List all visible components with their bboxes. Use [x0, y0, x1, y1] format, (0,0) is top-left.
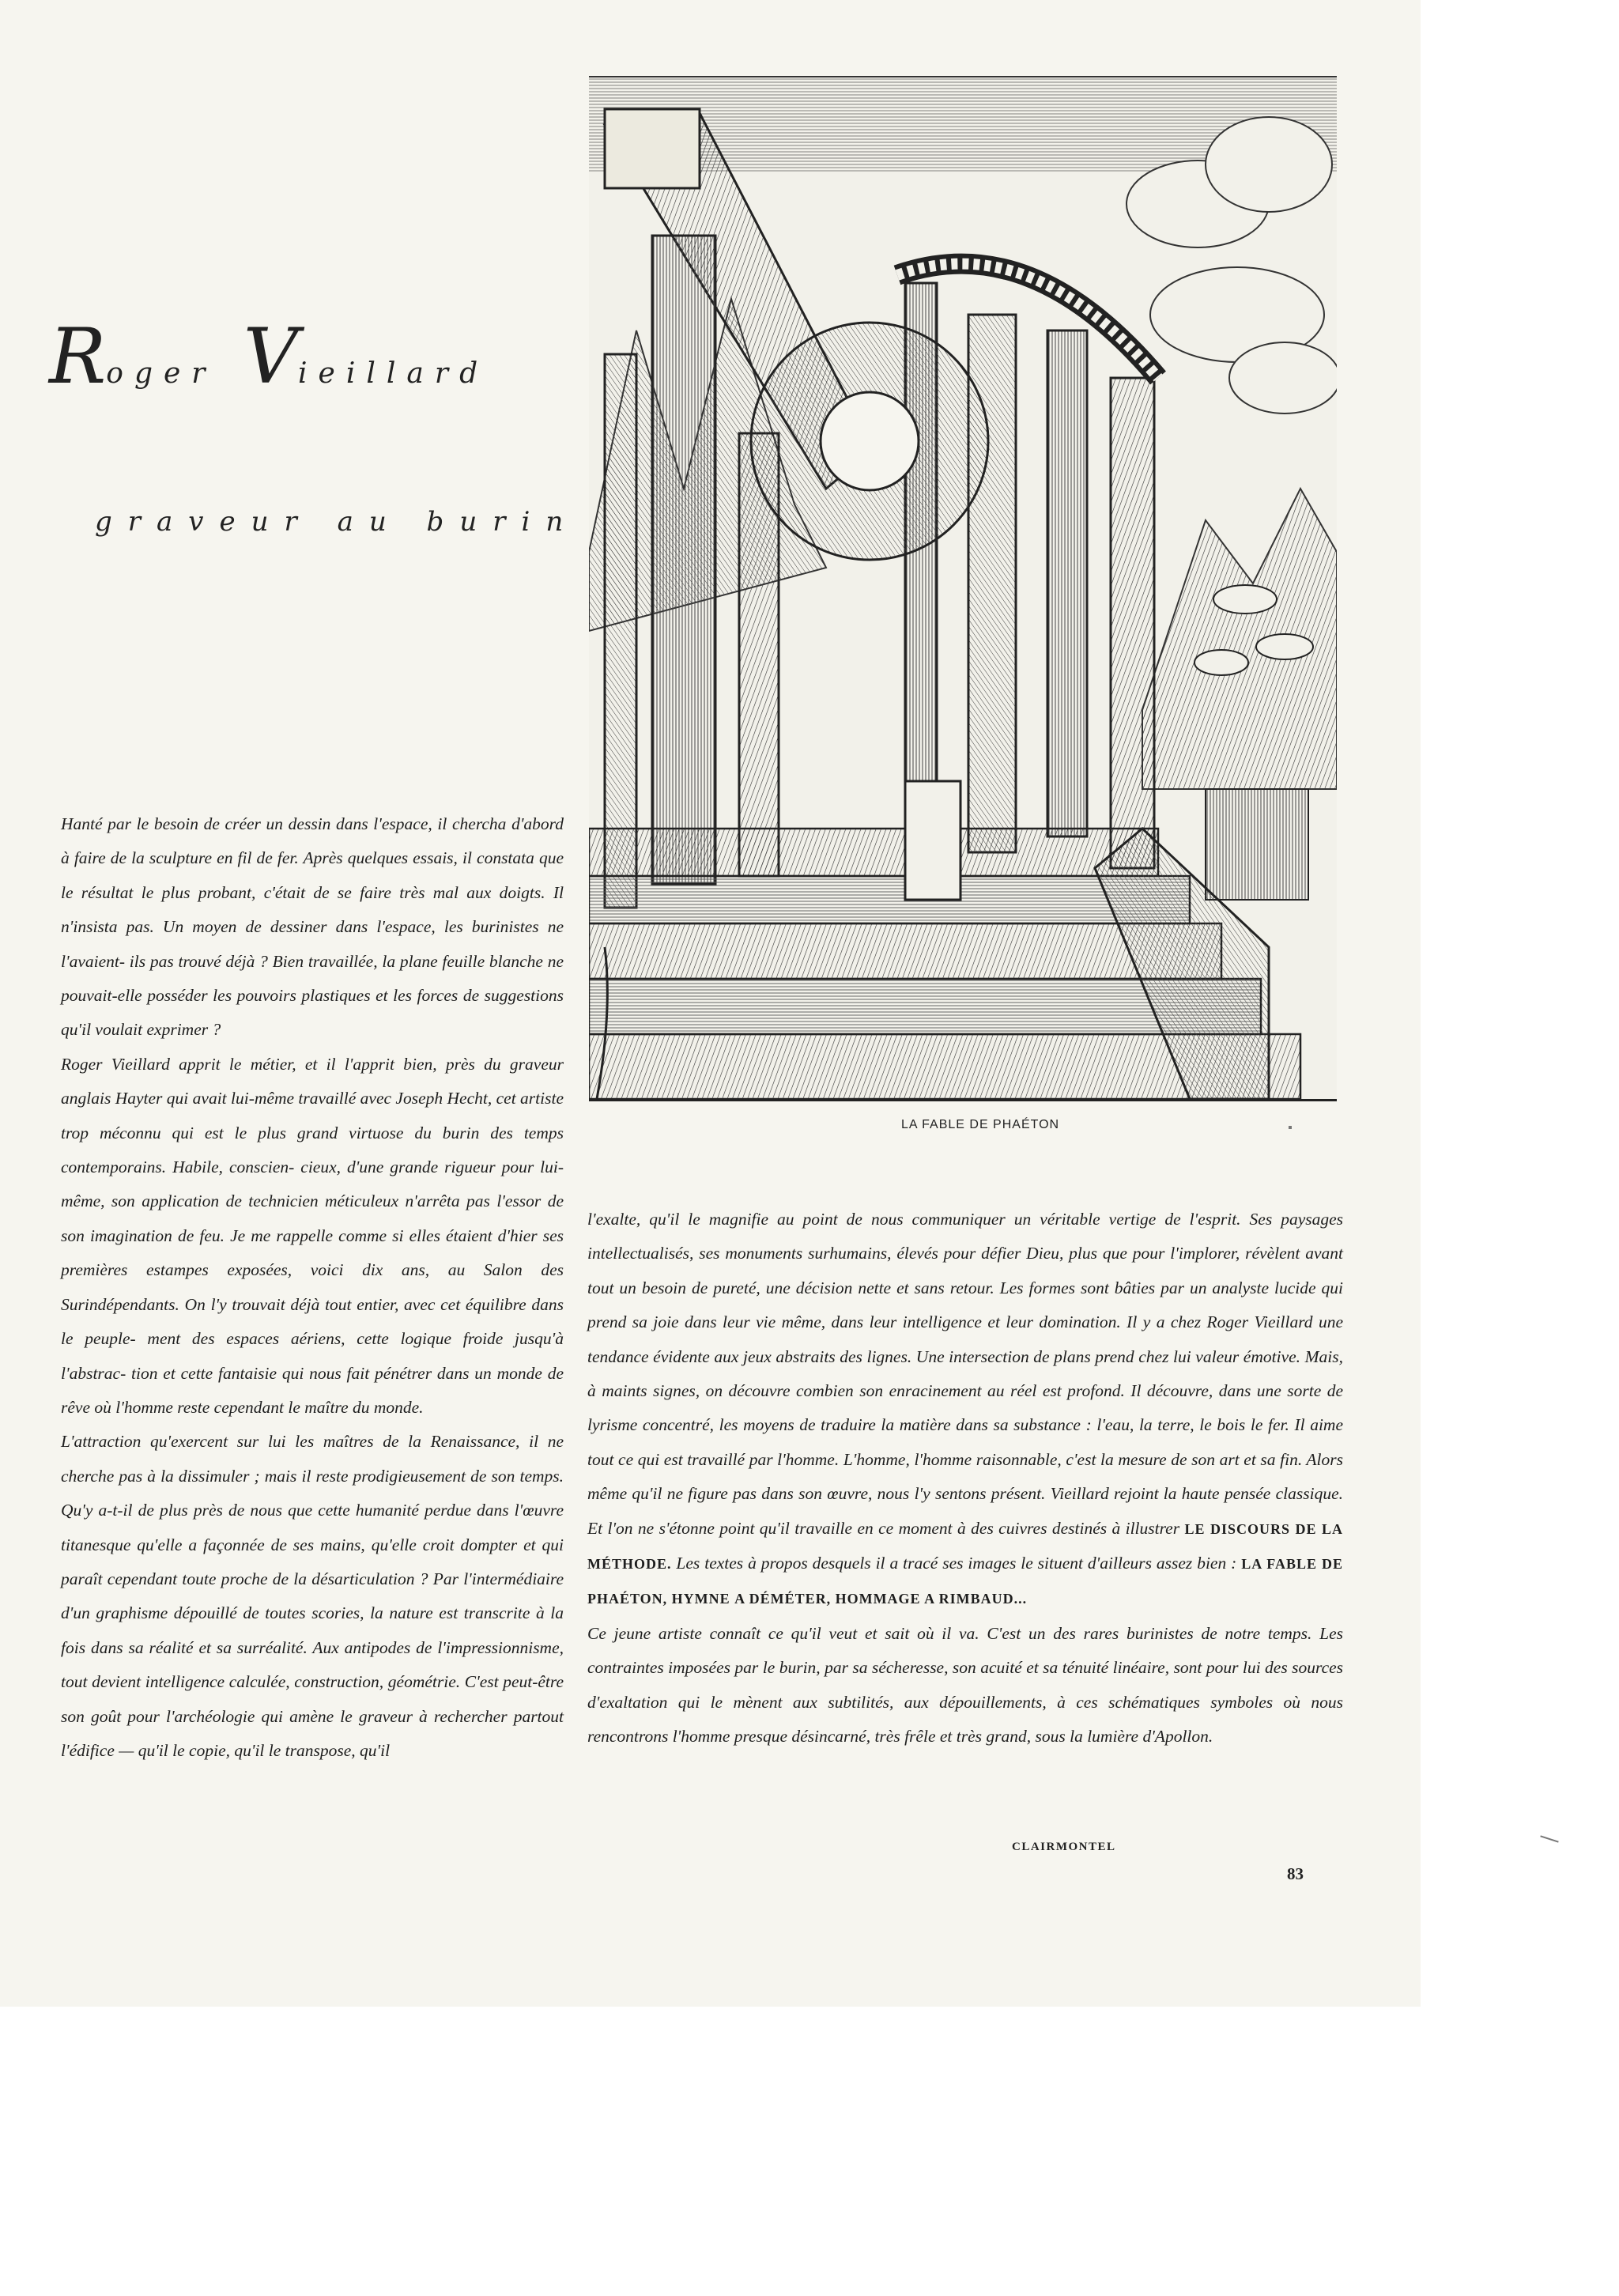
text-line: présent. Vieillard rejoint la haute pensée classique. Et l'on ne s'étonne point qu'il travaille en — [587, 1484, 1344, 1538]
text-line: ment des espaces aériens, cette logique froide jusqu'à l'abstrac- — [61, 1329, 564, 1383]
title-initial-v: V — [243, 312, 299, 401]
text-line: de son temps. Qu'y a-t-il de plus près de nous que cette humanité — [61, 1466, 564, 1520]
column-1 — [61, 807, 564, 1768]
book-title-demeter: A DÉMÉTER, HOMMAGE A RIMBAUD... — [734, 1591, 1028, 1607]
text-line: Les formes sont bâties par un analyste lucide qui prend sa joie dans leur vie même, dans leur — [587, 1278, 1344, 1332]
title-first-name-rest: oger — [106, 357, 217, 390]
article-subtitle: graveur au burin — [95, 506, 579, 538]
text-line: rêve où l'homme reste cependant le maître du monde. — [61, 1397, 424, 1417]
engraving-illustration — [589, 76, 1337, 1101]
text-line: sous la lumière d'Apollon. — [1035, 1727, 1213, 1747]
book-title-phaeton: LA FABLE DE PHAÉTON, HYMNE — [587, 1556, 1344, 1607]
text-line: tion et cette fantaisie qui nous fait pénétrer dans un monde de — [131, 1363, 564, 1383]
text-line: désarticulation ? Par l'intermédiaire d'un graphisme dépouillé — [61, 1569, 564, 1623]
author-signature: CLAIRMONTEL — [1012, 1841, 1116, 1853]
column-2-paragraph-1 — [587, 1203, 1343, 1617]
text-line: perdue dans l'œuvre titanesque qu'elle a façonnée de ses mains, — [61, 1501, 564, 1554]
text-line: suggestions qu'il voulait exprimer ? — [61, 986, 564, 1040]
text-line: intelligence et leur domination. Il y a chez Roger Vieillard une tendance évidente aux jeux — [587, 1312, 1344, 1366]
text-line: chercha d'abord à faire de la sculpture en fil de fer. Après — [61, 814, 564, 868]
text-line: moyen de dessiner dans l'espace, les burinistes ne l'avaient- — [61, 917, 564, 971]
text-line: et sa surréalité. Aux antipodes de l'impressionnisme, tout devient — [61, 1637, 564, 1692]
text-line: Joseph Hecht, cet artiste trop méconnu qui est le plus grand — [61, 1089, 564, 1142]
text-line: l'exalte, qu'il le magnifie au point de nous communiquer un véritable vertige de l'esprit. — [587, 1210, 1241, 1229]
text-line: ce moment à des cuivres destinés à illustrer — [878, 1518, 1180, 1538]
column-2-paragraph-2 — [587, 1617, 1343, 1754]
column-2 — [587, 1203, 1343, 1754]
illustration-caption: LA FABLE DE PHAÉTON — [901, 1118, 1060, 1131]
book-title-discours: LE DISCOURS DE LA MÉTHODE. — [587, 1520, 1344, 1573]
text-line: partout l'édifice — qu'il le copie, qu'il le transpose, qu'il — [61, 1706, 564, 1760]
text-line: de lyrisme concentré, les moyens de traduire la matière dans sa substance : l'eau, la terre, le bois — [587, 1381, 1344, 1435]
text-line: graveur anglais Hayter qui avait lui-même travaillé avec — [61, 1054, 564, 1108]
text-line: Ce jeune artiste connaît ce qu'il veut et sait où il va. C'est un des rares burinistes de notre — [587, 1623, 1261, 1643]
article-title — [49, 312, 571, 431]
text-line: ne pouvait-elle posséder les pouvoirs plastiques et les forces de — [61, 951, 564, 1006]
text-line: signes, on découvre combien son enracinement au réel est profond. Il découvre, dans une sorte — [653, 1381, 1322, 1401]
text-line: que pour l'implorer, révèlent avant tout un besoin de pureté, une décision nette et sans retour. — [587, 1244, 1343, 1297]
text-line: de feu. Je me rappelle comme si elles étaient d'hier ses premières — [61, 1225, 564, 1280]
title-last-name-rest: ieillard — [298, 357, 489, 390]
column-1-paragraph-3 — [61, 1425, 564, 1768]
text-line: L'attraction qu'exercent sur lui les maîtres de la Renaissance, — [61, 1432, 520, 1452]
engraving-illustration-svg — [589, 77, 1337, 1099]
text-line: mesure de son art et sa fin. Alors même qu'il ne figure pas dans son œuvre, nous l'y sentons — [587, 1449, 1344, 1504]
scan-speck — [1540, 1835, 1558, 1842]
text-line: Hanté par le besoin de créer un dessin dans l'espace, il — [61, 814, 447, 833]
text-line: abstraits des lignes. Une intersection de plans prend chez lui valeur émotive. Mais, à maints — [587, 1346, 1343, 1401]
text-line: estampes exposées, voici dix ans, au Salon des Surindépendants. — [61, 1260, 564, 1314]
text-line: Les textes à propos — [671, 1554, 808, 1573]
text-line: desquels il a tracé ses images le situent d'ailleurs assez bien : — [812, 1554, 1237, 1573]
page-number: 83 — [1287, 1864, 1304, 1883]
text-line: il ne cherche pas à la dissimuler ; mais il reste prodigieusement — [61, 1432, 564, 1486]
text-line: son goût pour l'archéologie qui amène le graveur à rechercher — [61, 1706, 508, 1726]
text-line: intelligence calculée, construction, géométrie. C'est peut-être — [145, 1672, 564, 1692]
text-line: virtuose du burin des temps contemporains. Habile, conscien- — [61, 1123, 564, 1177]
column-1-paragraph-2 — [61, 1048, 564, 1425]
text-line: schématiques symboles où nous rencontrons l'homme presque désincarné, très frêle et très grand, — [587, 1692, 1344, 1747]
text-line: temps. Les contraintes imposées par le burin, par sa sécheresse, son acuité et sa ténuité linéaire, — [587, 1623, 1344, 1678]
text-line: de technicien méticuleux n'arrêta pas l'essor de son imagination — [61, 1191, 564, 1245]
text-line: de toutes scories, la nature est transcrite à la fois dans sa réalité — [61, 1603, 564, 1657]
text-line: le fer. Il aime tout ce qui est travaillé par l'homme. L'homme, l'homme raisonnable, c'est la — [587, 1415, 1343, 1469]
text-line: Roger Vieillard apprit le métier, et il l'apprit bien, près du — [61, 1054, 501, 1074]
text-line: On l'y trouvait déjà tout entier, avec cet équilibre dans le peuple- — [61, 1294, 564, 1349]
text-line: cieux, d'une grande rigueur pour lui-même, son application — [61, 1157, 564, 1211]
text-line: ils pas trouvé déjà ? Bien travaillée, la plane feuille blanche — [129, 951, 543, 971]
text-line: sont pour lui des sources d'exaltation qui le mènent aux subtilités, aux dépouillements, à ces — [587, 1658, 1344, 1712]
scan-speck — [1289, 1126, 1292, 1129]
text-line: c'était de se faire très mal aux doigts. Il n'insista pas. Un — [61, 882, 564, 937]
text-line: Ses paysages intellectualisés, ses monuments surhumains, élevés pour défier Dieu, plus — [587, 1210, 1344, 1263]
title-initial-r: R — [49, 312, 107, 401]
text-line: quelques essais, il constata que le résultat le plus probant, — [61, 848, 564, 902]
text-line: qu'elle croit dompter et qui paraît cependant toute proche de la — [61, 1535, 564, 1588]
column-1-paragraph-1 — [61, 807, 564, 1048]
